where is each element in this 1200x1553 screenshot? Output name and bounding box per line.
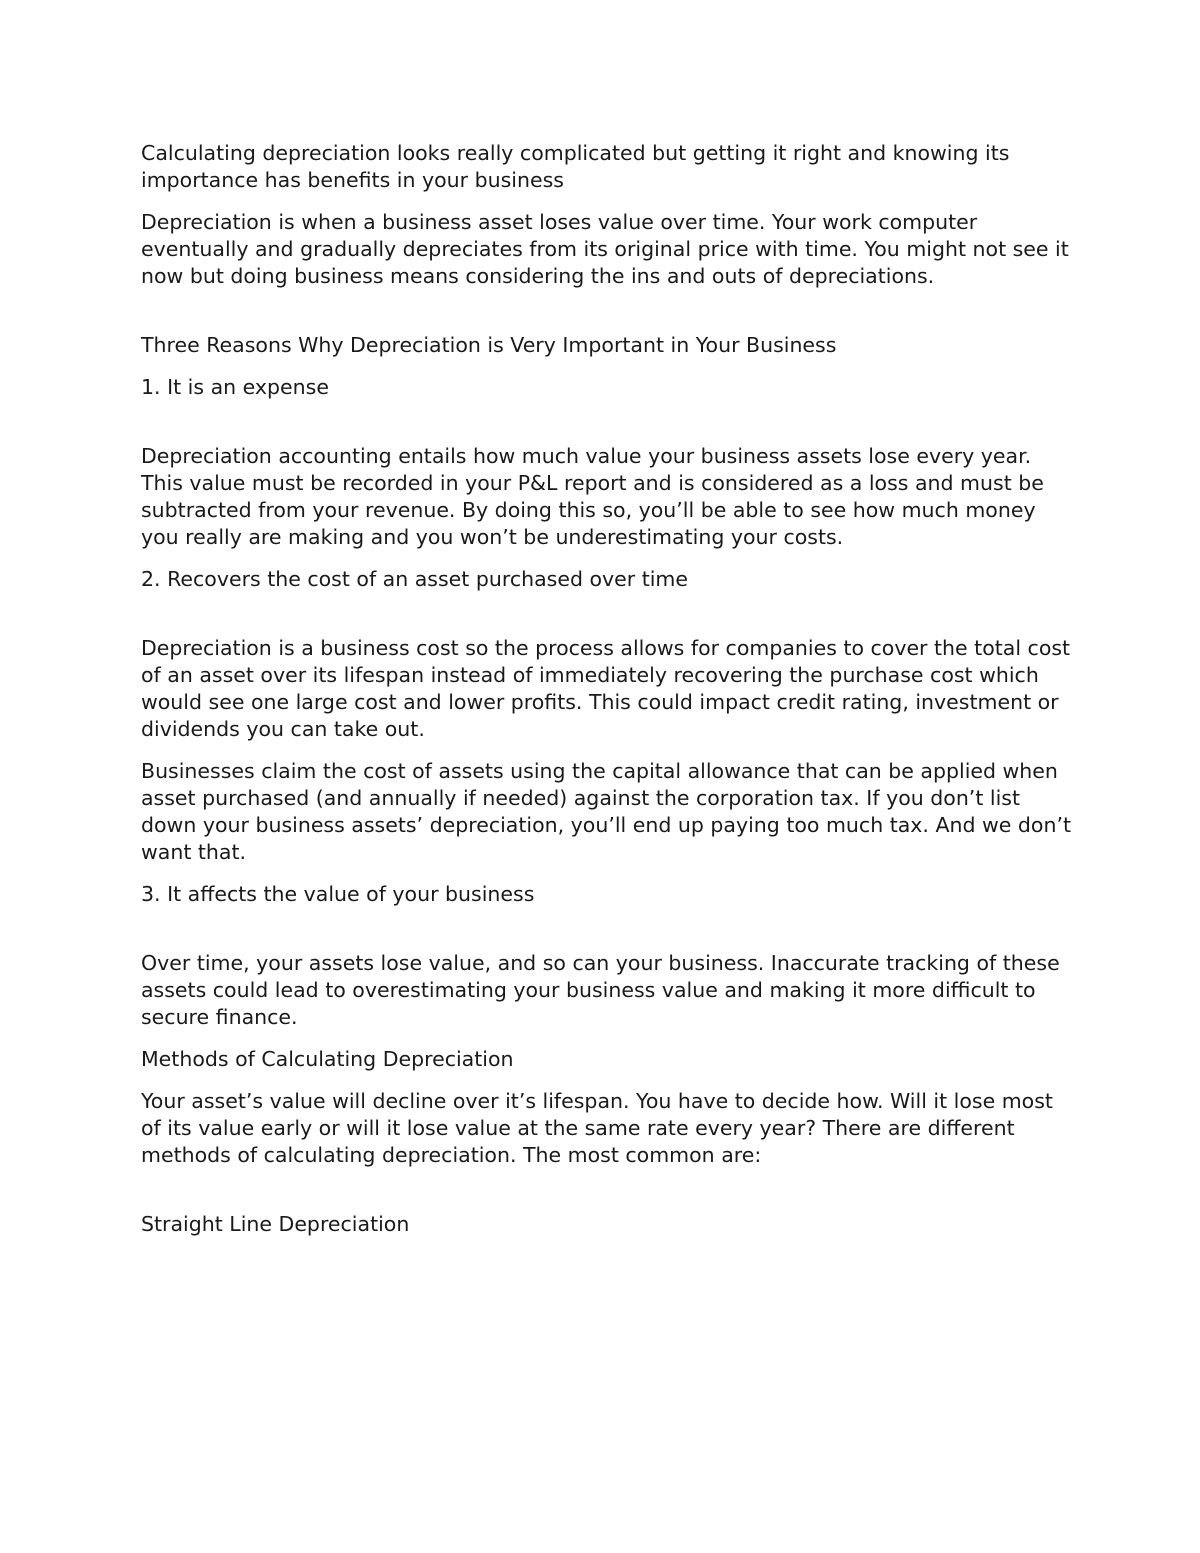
reason-1-heading: 1. It is an expense (141, 375, 329, 399)
reason-2-paragraph: Depreciation is a business cost so the process allows for companies to cover the total cost of an asset over its lifespan instead of immediately recovering the purchase cost which would see one large cost and lower profits. This could impact credit rating, investment or dividends you can take out. (141, 636, 1071, 741)
section-heading-methods: Methods of Calculating Depreciation (141, 1047, 514, 1071)
straight-line-heading: Straight Line Depreciation (141, 1212, 410, 1236)
capital-allowance-paragraph: Businesses claim the cost of assets using the capital allowance that can be applied when asset purchased (and annually if needed) against the corporation tax. If you don’t list down your business assets’ depreciation, you’ll end up paying too much tax. And we don’t want that. (141, 759, 1072, 864)
reason-1-paragraph: Depreciation accounting entails how much value your business assets lose every year. This value must be recorded in your P&L report and is considered as a loss and must be subtracted from your revenue. By doing this so, you’ll be able to see how much money you really are making and you won’t be underestimating your costs. (141, 444, 1044, 549)
intro-paragraph: Calculating depreciation looks really complicated but getting it right and knowing its importance has benefits in your business (141, 141, 1010, 192)
methods-paragraph: Your asset’s value will decline over it’s lifespan. You have to decide how. Will it lose most of its value early or will it lose value at the same rate every year? There are different methods of calculating depreciation. The most common are: (141, 1089, 1053, 1167)
definition-paragraph: Depreciation is when a business asset loses value over time. Your work computer eventually and gradually depreciates from its original price with time. You might not see it now but doing business means considering the ins and outs of depreciations. (141, 210, 1069, 288)
reason-2-heading: 2. Recovers the cost of an asset purchased over time (141, 567, 689, 591)
document-body (141, 140, 1071, 1253)
reason-3-heading: 3. It affects the value of your business (141, 882, 535, 906)
reason-3-paragraph: Over time, your assets lose value, and so can your business. Inaccurate tracking of these assets could lead to overestimating your business value and making it more difficult to secure finance. (141, 951, 1060, 1029)
section-heading-reasons: Three Reasons Why Depreciation is Very Important in Your Business (141, 333, 837, 357)
